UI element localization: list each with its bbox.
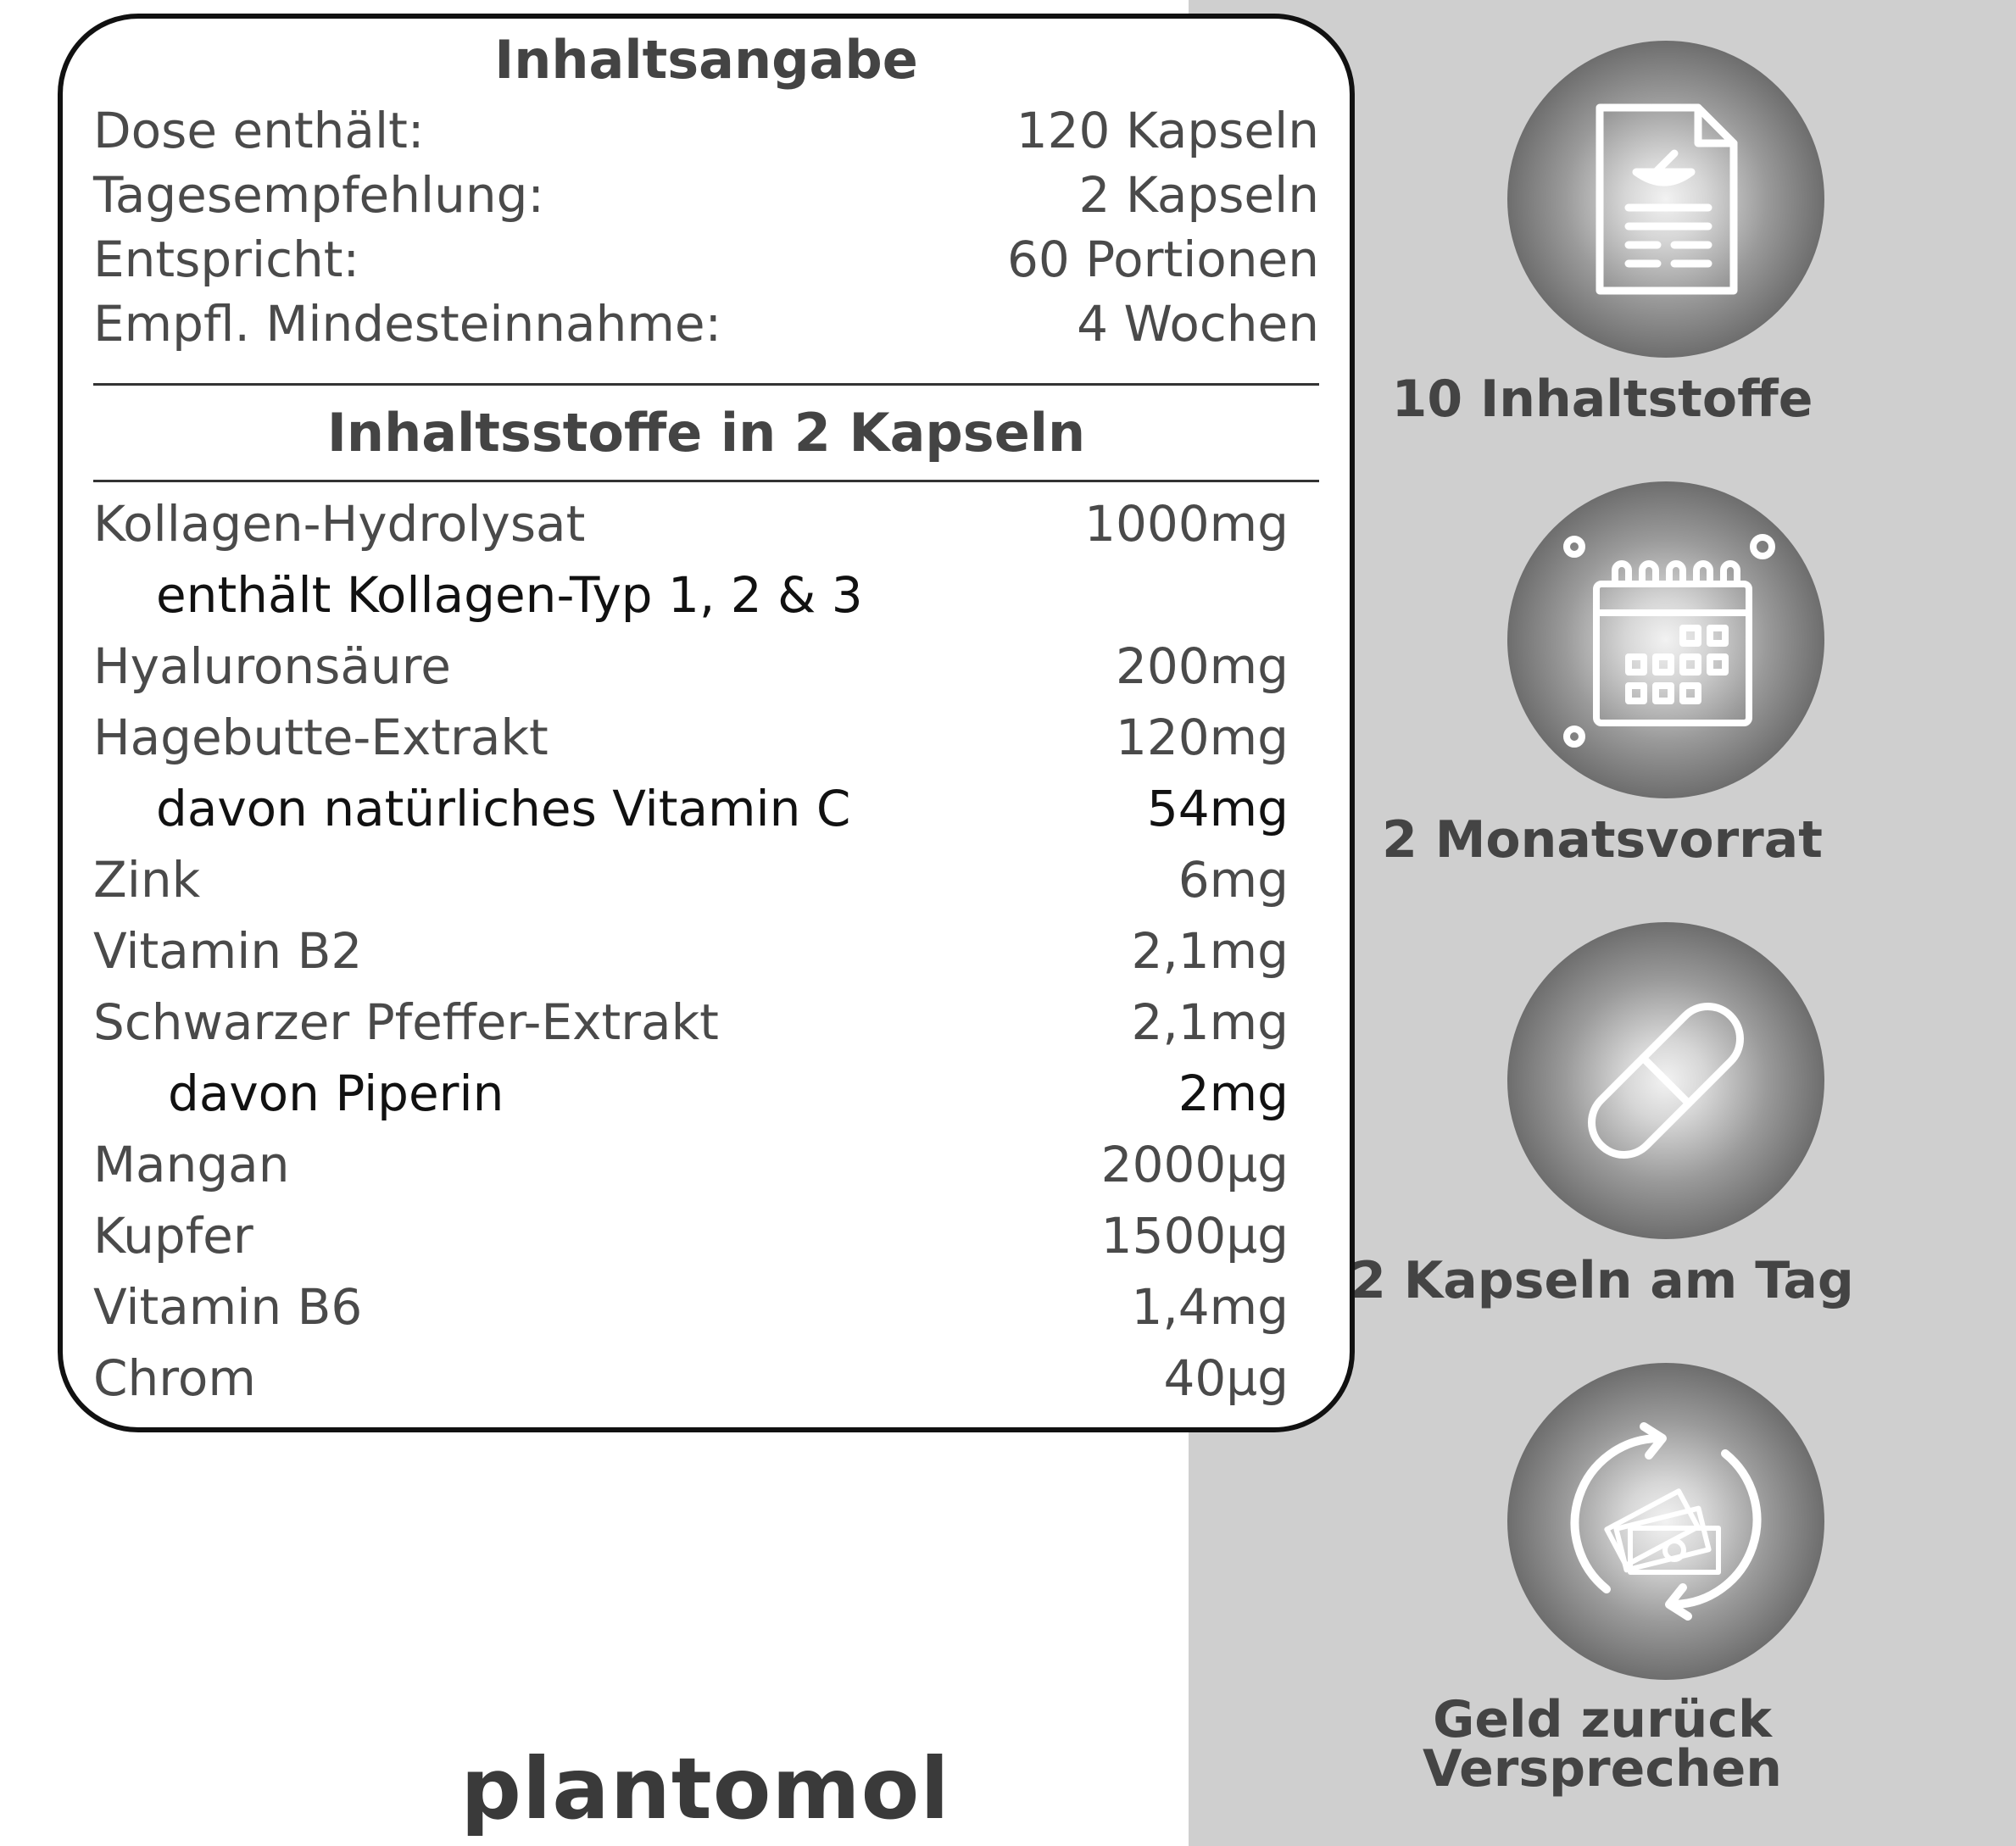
summary-title: Inhaltsangabe: [494, 29, 918, 91]
feature-label: [1189, 1690, 2016, 1799]
ingredients-title: Inhaltsstoffe in 2 Kapseln: [326, 402, 1086, 464]
ingredient-name: Chrom: [93, 1349, 256, 1407]
ingredient-name: davon natürliches Vitamin C: [156, 780, 851, 837]
ingredient-row: [93, 492, 1289, 556]
feature-label: 2 Kapseln am Tag: [1350, 1251, 1854, 1310]
feature-dosage: [1189, 922, 2016, 1321]
ingredient-row: [93, 634, 1289, 698]
ingredient-name: Hyaluronsäure: [93, 637, 451, 695]
feature-ingredients: [1189, 41, 2016, 439]
ingredient-row: [93, 1204, 1289, 1268]
ingredient-subrow: [93, 776, 1289, 841]
capsule-icon: [1507, 922, 1824, 1239]
ingredient-name: Vitamin B2: [93, 922, 363, 980]
divider: [93, 480, 1319, 482]
summary-label: Tagesempfehlung:: [93, 166, 544, 224]
ingredient-row: [93, 1346, 1289, 1410]
ingredient-name: Kollagen-Hydrolysat: [93, 495, 586, 553]
calendar-icon: [1507, 481, 1824, 798]
document-recipe-icon: [1507, 41, 1824, 358]
summary-row: [93, 98, 1319, 163]
summary-value: 4 Wochen: [1077, 295, 1319, 353]
ingredient-name: Schwarzer Pfeffer-Extrakt: [93, 993, 719, 1051]
feature-label: 10 Inhaltstoffe: [1391, 370, 1813, 429]
ingredient-subrow: [93, 563, 1289, 627]
summary-row: [93, 163, 1319, 227]
nutrition-card: [58, 14, 1355, 1432]
feature-label-line: Versprechen: [1422, 1739, 1783, 1799]
summary-value: 60 Portionen: [1006, 231, 1319, 288]
ingredient-amount: 54mg: [1146, 780, 1289, 837]
ingredient-name: Hagebutte-Extrakt: [93, 709, 549, 766]
summary-label: Empfl. Mindesteinnahme:: [93, 295, 722, 353]
ingredient-name: Vitamin B6: [93, 1278, 363, 1336]
feature-supply: [1189, 481, 2016, 880]
ingredient-amount: 120mg: [1115, 709, 1289, 766]
ingredient-name: Zink: [93, 851, 201, 909]
feature-money-back: [1189, 1363, 2016, 1804]
summary-value: 120 Kapseln: [1016, 102, 1319, 159]
ingredient-name: Kupfer: [93, 1207, 253, 1265]
money-back-icon: [1507, 1363, 1824, 1680]
ingredient-row: [93, 705, 1289, 770]
summary-value: 2 Kapseln: [1078, 166, 1319, 224]
ingredient-row: [93, 990, 1289, 1054]
ingredient-amount: 1,4mg: [1131, 1278, 1289, 1336]
summary-label: Entspricht:: [93, 231, 360, 288]
ingredient-amount: 2000µg: [1100, 1136, 1289, 1193]
ingredient-subrow: [93, 1061, 1289, 1126]
ingredient-amount: 1500µg: [1100, 1207, 1289, 1265]
ingredient-amount: 6mg: [1178, 851, 1289, 909]
ingredient-row: [93, 919, 1289, 983]
brand-logo: plantomol: [460, 1739, 950, 1838]
ingredient-amount: 2mg: [1178, 1065, 1289, 1122]
ingredient-amount: 1000mg: [1084, 495, 1289, 553]
summary-row: [93, 292, 1319, 356]
summary-row: [93, 227, 1319, 292]
feature-label: 2 Monatsvorrat: [1382, 810, 1823, 870]
ingredient-row: [93, 1132, 1289, 1197]
ingredient-name: enthält Kollagen-Typ 1, 2 & 3: [156, 566, 863, 624]
ingredient-amount: 2,1mg: [1131, 993, 1289, 1051]
ingredient-amount: 40µg: [1163, 1349, 1289, 1407]
ingredient-name: davon Piperin: [168, 1065, 504, 1122]
summary-label: Dose enthält:: [93, 102, 425, 159]
ingredient-row: [93, 1275, 1289, 1339]
ingredient-amount: 200mg: [1115, 637, 1289, 695]
ingredient-row: [93, 848, 1289, 912]
feature-label-line: Geld zurück: [1433, 1690, 1772, 1749]
ingredient-amount: 2,1mg: [1131, 922, 1289, 980]
ingredient-name: Mangan: [93, 1136, 290, 1193]
divider: [93, 383, 1319, 386]
